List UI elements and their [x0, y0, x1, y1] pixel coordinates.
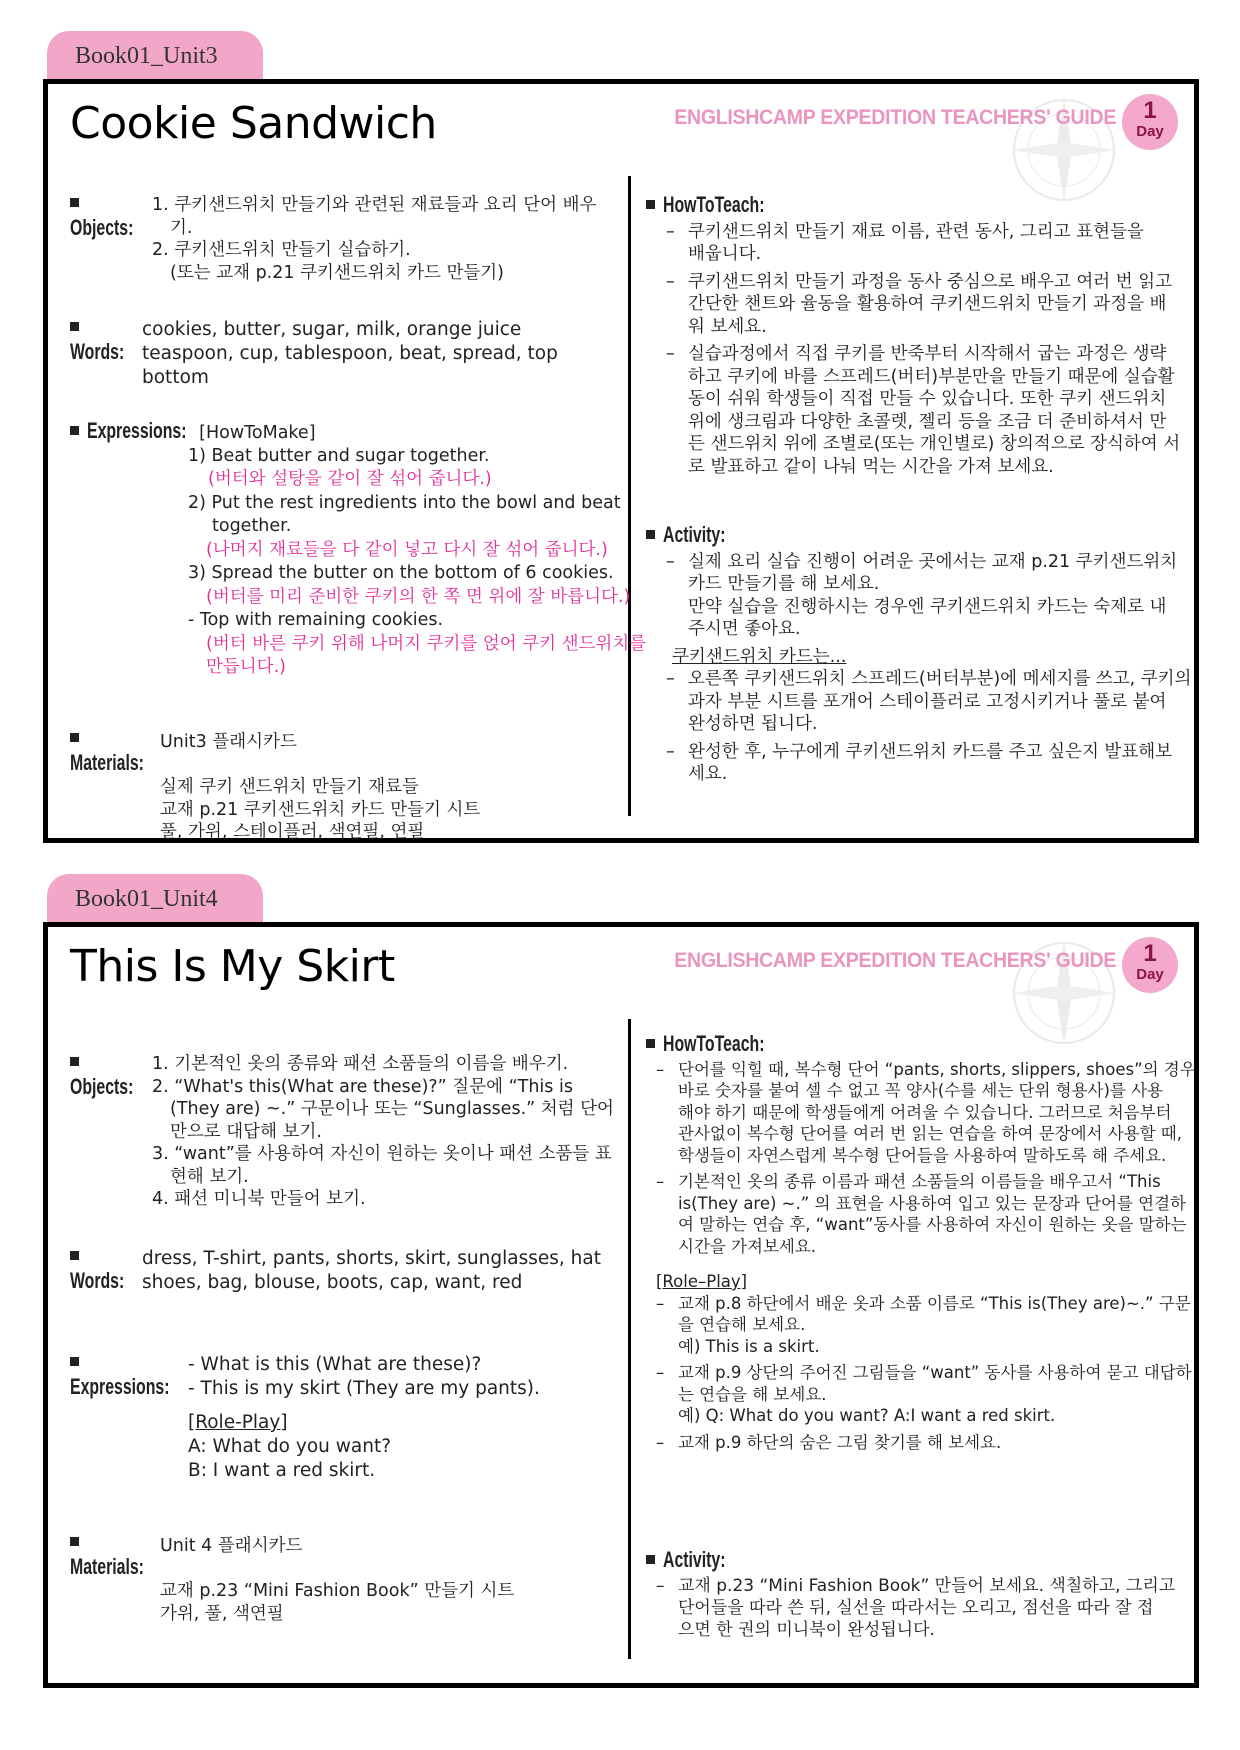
teachers-guide-label: ENGLISHCAMP EXPEDITION TEACHERS' GUIDE	[674, 949, 1116, 972]
howtoteach-section: HowToTeach: – 단어를 익힐 때, 복수형 단어 “pants, shorts, slippers, shoes”의 경우 바로 숫자를 붙여 셀 수 없고 꼭 양사(수를 세는 단위 형용사)를 사용 해야 하기 때문에 학생들에게 어려울 수 있습니다. 그러므로 처음부터 관사없이 복수형 단어를 여러 번 읽는 연습을 하여 문장에서 사용할 때, 학생들이 자연스럽게 복수형 단어들을 사용하여 말하도록 해 주세요. – 기본적인 옷의 종류 이름과 패션 소품들의 이름들을 배우고서 “This is(They are) ~.” 의 표현을 사용하여 입고 있는 문장과 단어를 연결하 여 말하는 연습 후, “want”동사를 사용하여 자신이 원하는 옷을 말하는 시간을 가져보세요. [Role–Play] – 교재 p.8 하단에서 배운 옷과 소품 이름로 “This is(They are)~.” 구문 을 연습해 보세요. 예) This is a skirt. – 교재 p.9 상단의 주어진 그림들을 “want” 동사를 사용하여 묻고 대답하 는 연습을 해 보세요. 예) Q: What do you want? A:I want a red skirt. – 교재 p.9 하단의 숨은 그림 찾기를 해 보세요.	[646, 1033, 1191, 1458]
materials-section: Materials: Unit 4 플래시카드 교재 p.23 “Mini Fashion Book” 만들기 시트 가위, 풀, 색연필	[70, 1536, 515, 1624]
activity-section: Activity: – 교재 p.23 “Mini Fashion Book” 만들어 보세요. 색칠하고, 그리고 단어들을 따라 쓴 뒤, 실선을 따라서는 오리고, 점선을 따라 잘 접 으면 한 권의 미니북이 완성됩니다.	[646, 1549, 1191, 1646]
unit3-tab: Book01_Unit3	[47, 31, 263, 81]
day-badge: 1 Day	[1122, 937, 1178, 993]
teachers-guide-label: ENGLISHCAMP EXPEDITION TEACHERS' GUIDE	[674, 106, 1116, 129]
objects-section: Objects: 1. 쿠키샌드위치 만들기와 관련된 재료들과 요리 단어 배우 기. 2. 쿠키샌드위치 만들기 실습하기. (또는 교재 p.21 쿠키샌드위치 카드 만들기)	[70, 195, 597, 283]
unit4-tab: Book01_Unit4	[47, 874, 263, 924]
words-section: Words: dress, T-shirt, pants, shorts, skirt, sunglasses, hat shoes, bag, blouse, boots, cap, want, red	[70, 1248, 601, 1293]
unit4-card	[43, 922, 1199, 1688]
activity-section: Activity: – 실제 요리 실습 진행이 어려운 곳에서는 교재 p.21 쿠키샌드위치 카드 만들기를 해 보세요. 만약 실습을 진행하시는 경우엔 쿠키샌드위치 카드는 숙제로 내 주시면 좋아요. 쿠키샌드위치 카드는... – 오른쪽 쿠키샌드위치 스프레드(버터부분)에 메세지를 쓰고, 쿠키의 과자 부분 시트를 포개어 스테이플러로 고정시키거나 풀로 붙여 완성하면 됩니다. – 완성한 후, 누구에게 쿠키샌드위치 카드를 주고 싶은지 발표해보 세요.	[646, 524, 1186, 791]
howtoteach-section: HowToTeach: – 쿠키샌드위치 만들기 재료 이름, 관련 동사, 그리고 표현들을 배웁니다. – 쿠키샌드위치 만들기 과정을 동사 중심으로 배우고 여러 번 읽고 간단한 챈트와 율동을 활용하여 쿠키샌드위치 만들기 과정을 배 워 보세요. – 실습과정에서 직접 쿠키를 반죽부터 시작해서 굽는 과정은 생략 하고 쿠키에 바를 스프레드(버터)부분만을 만들기 때문에 실습활 동이 쉬워 학생들이 직접 만들 수 있습니다. 또한 쿠키 샌드위치 위에 생크림과 다양한 초콜렛, 젤리 등을 조금 더 준비하셔서 만 든 샌드위치 위에 조별로(또는 개인별로) 창의적으로 장식하여 서 로 발표하고 같이 나눠 먹는 시간을 가져 보세요.	[646, 194, 1186, 483]
materials-section: Materials: Unit3 플래시카드 실제 쿠키 샌드위치 만들기 재료들 교재 p.21 쿠키샌드위치 카드 만들기 시트 풀, 가위, 스테이플러, 색연필, 연필	[70, 732, 481, 842]
expressions-section: Expressions: - What is this (What are these)? - This is my skirt (They are my pants). [Role-Play] A: What do you want? B: I want a red skirt.	[70, 1354, 540, 1481]
words-section: Words: cookies, butter, sugar, milk, orange juice teaspoon, cup, tablespoon, beat, spread, top bottom	[70, 319, 558, 388]
unit4-title: This Is My Skirt	[70, 941, 395, 992]
unit3-title: Cookie Sandwich	[70, 98, 437, 149]
day-badge: 1 Day	[1122, 94, 1178, 150]
expressions-section: Expressions: [HowToMake] 1) Beat butter and sugar together. (버터와 설탕을 같이 잘 섞어 줍니다.) 2) Put the rest ingredients into the bowl and beat together. (나머지 재료들을 다 같이 넣고 다시 잘 섞어 줍니다.) 3) Spread the butter on the bottom of 6 cookies. (버터를 미리 준비한 쿠키의 한 쪽 면 위에 잘 바릅니다.) - Top with remaining cookies. (버터 바른 쿠키 위해 나머지 쿠키를 얹어 쿠키 샌드위치를 만듭니다.)	[70, 420, 646, 680]
objects-section: Objects: 1. 기본적인 옷의 종류와 패션 소품들의 이름을 배우기. 2. “What's this(What are these)?” 질문에 “This is (They are) ~.” 구문이나 또는 “Sunglasses.” 처럼 단어 만으로 대답해 보기. 3. “want”를 사용하여 자신이 원하는 옷이나 패션 소품들 표 현해 보기. 4. 패션 미니북 만들어 보기.	[70, 1054, 614, 1209]
unit3-card	[43, 79, 1199, 843]
